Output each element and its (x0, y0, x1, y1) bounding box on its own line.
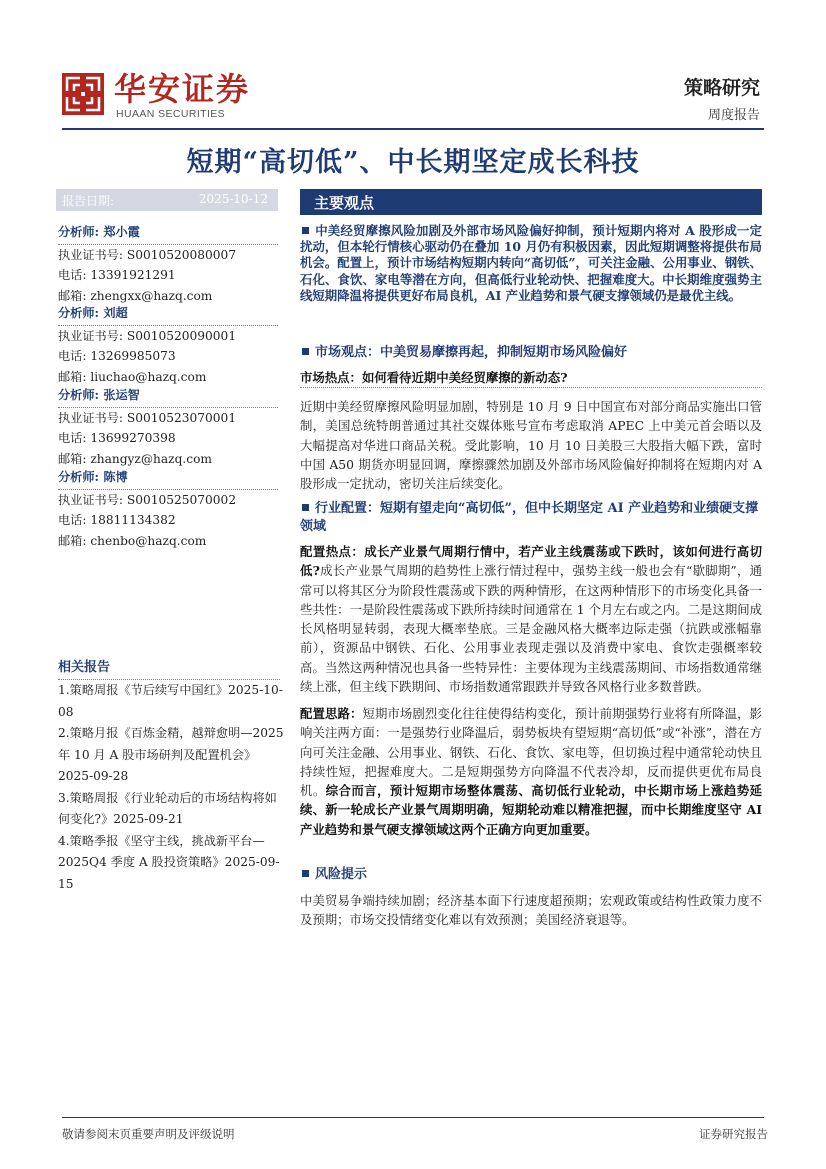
footer-label: 证券研究报告 (699, 1127, 768, 1141)
section-risk: 风险提示 (300, 866, 762, 883)
related-report-item[interactable]: 4.策略季报《坚守主线，挑战新平台—2025Q4 季度 A 股投资策略》2025-09-15 (58, 833, 280, 891)
config-idea-label: 配置思路： (300, 706, 363, 721)
related-report-item[interactable]: 2.策略月报《百炼金精，越辩愈明—2025 年 10 月 A 股市场研判及配置机会》2025-09-28 (58, 726, 284, 783)
square-bullet-icon (302, 504, 309, 511)
report-date-label: 报告日期: (62, 194, 115, 208)
footer-divider (62, 1117, 764, 1118)
square-bullet-icon (302, 227, 309, 234)
report-date-value: 2025-10-12 (198, 192, 268, 206)
brand-name-en: HUAAN SECURITIES (116, 108, 226, 120)
config-conclusion: 综合而言，预计短期市场整体震荡、高切低行业轮动，中长期市场上涨趋势延续、新一轮成长产业景气周期明确，短期轮动难以精准把握，而中长期维度坚守 AI 产业趋势和景气硬支撑领域这两个正确方向更加重要。 (300, 783, 763, 837)
huaan-logo-icon (62, 73, 104, 115)
analyst-card: 分析师: 陈博 执业证书号: S0010525070002 电话: 18811134382 邮箱: chenbo@hazq.com (58, 467, 278, 551)
analyst-email: 邮箱: liuchao@hazq.com (58, 369, 207, 384)
brand-name: 华安证券 (114, 70, 251, 108)
footer-disclaimer: 敬请参阅末页重要声明及评级说明 (62, 1127, 235, 1141)
analyst-name: 张运智 (103, 388, 140, 402)
page-title: 短期“高切低”、中长期坚定成长科技 (186, 147, 640, 178)
analyst-card: 分析师: 刘超 执业证书号: S0010520090001 电话: 13269985073 邮箱: liuchao@hazq.com (58, 303, 278, 387)
risk-paragraph: 中美贸易争端持续加剧；经济基本面下行速度超预期；宏观政策或结构性政策力度不及预期；市场交投情绪变化难以有效预测；美国经济衰退等。 (300, 893, 762, 928)
section-market-view: 市场观点：中美贸易摩擦再起，抑制短期市场风险偏好 (300, 344, 762, 361)
related-reports-title: 相关报告 (58, 656, 280, 680)
report-date (56, 189, 278, 211)
market-hot-question: 市场热点：如何看待近期中美经贸摩擦的新动态? (300, 368, 762, 388)
key-points-header: 主要观点 (300, 189, 762, 215)
report-subtype: 周度报告 (707, 108, 760, 123)
analyst-card: 分析师: 郑小霞 执业证书号: S0010520080007 电话: 13391921291 邮箱: zhengxx@hazq.com (58, 222, 278, 306)
config-hot-paragraph: 配置热点：成长产业景气周期行情中，若产业主线震荡或下跌时，该如何进行高切低?成长产业景气周期的趋势性上涨行情过程中，强势主线一般也会有“歇脚期”，通常可以将其区分为阶段性震荡或下跌的两种情形，在这两种情形下的市场变化具备一些共性：一是阶段性震荡或下跌所持续时间通常在 1 个月左右或之内。二是这期间成长风格明显转弱，表现大概率垫底。三是金融风格大概率边际走强（抗跌或涨幅靠前），资源品中钢铁、石化、公用事业表现走强以及消费中家电、食饮走强概率较高。当然这两种情况也具备一些特异性：主要体现为主线震荡期间、市场指数通常继续上涨，但主线下跌期间、市场指数通常跟跌并导致各风格行业多数普跌。 (300, 544, 763, 695)
related-reports-list (58, 680, 286, 895)
analyst-name: 刘超 (103, 306, 128, 320)
square-bullet-icon (302, 348, 309, 355)
analyst-name: 郑小霞 (103, 225, 140, 239)
analyst-card: 分析师: 张运智 执业证书号: S0010523070001 电话: 13699270398 邮箱: zhangyz@hazq.com (58, 385, 278, 469)
related-report-item[interactable]: 1.策略周报《节后续写中国红》2025-10-08 (58, 683, 283, 719)
analyst-email: 邮箱: zhangyz@hazq.com (58, 451, 212, 466)
section-sector-allocation: 行业配置：短期有望走向“高切低”，但中长期坚定 AI 产业趋势和业绩硬支撑领域 (300, 501, 759, 534)
summary-paragraph: 中美经贸摩擦风险加剧及外部市场风险偏好抑制，预计短期内将对 A 股形成一定扰动，但本轮行情核心驱动仍在叠加 10 月仍有积极因素，因此短期调整将提供布局机会。配置上，预计市场结构短期内转向“高切低”，可关注金融、公用事业、钢铁、石化、食饮、家电等潜在方向，但高低行业轮动快、把握难度大。中长期维度强势主线短期降温将提供更好布局良机，AI 产业趋势和景气硬支撑领域仍是最优主线。 (300, 223, 762, 303)
analyst-name: 陈博 (103, 470, 128, 484)
report-type: 策略研究 (683, 77, 760, 99)
config-hot-label: 配置热点：成长产业景气周期行情中，若产业主线震荡或下跌时，该如何进行高切低? (300, 544, 762, 579)
config-idea-paragraph: 配置思路：短期市场剧烈变化往往使得结构变化，预计前期强势行业将有所降温，影响关注两方面：一是强势行业降温后，弱势板块有望短期“高切低”或“补涨”，潜在方向可关注金融、公用事业、钢铁、石化、食饮、家电等，但切换过程中通常轮动快且持续性短，把握难度大。二是短期强势方向降温不代表冷却，反而提供更优布局良机。综合而言，预计短期市场整体震荡、高切低行业轮动，中长期市场上涨趋势延续、新一轮成长产业景气周期明确，短期轮动难以精准把握，而中长期维度坚守 AI 产业趋势和景气硬支撑领域这两个正确方向更加重要。 (300, 706, 763, 837)
analyst-email: 邮箱: zhengxx@hazq.com (58, 288, 213, 303)
header-divider (62, 128, 764, 130)
related-report-item[interactable]: 3.策略周报《行业轮动后的市场结构将如何变化?》2025-09-21 (58, 790, 277, 826)
market-view-paragraph: 近期中美经贸摩擦风险明显加剧，特别是 10 月 9 日中国宣布对部分商品实施出口管制，美国总统特朗普通过其社交媒体账号宣布考虑取消 APEC 上中美元首会晤以及大幅提高对华进口商品关税。受此影响，10 月 10 日美股三大股指大幅下跌，富时中国 A50 期货亦明显回调，摩擦骤然加剧及外部市场风险偏好抑制将在短期内对 A 股形成一定扰动，密切关注后续变化。 (300, 399, 762, 492)
square-bullet-icon (302, 870, 309, 877)
analyst-email: 邮箱: chenbo@hazq.com (58, 533, 207, 548)
